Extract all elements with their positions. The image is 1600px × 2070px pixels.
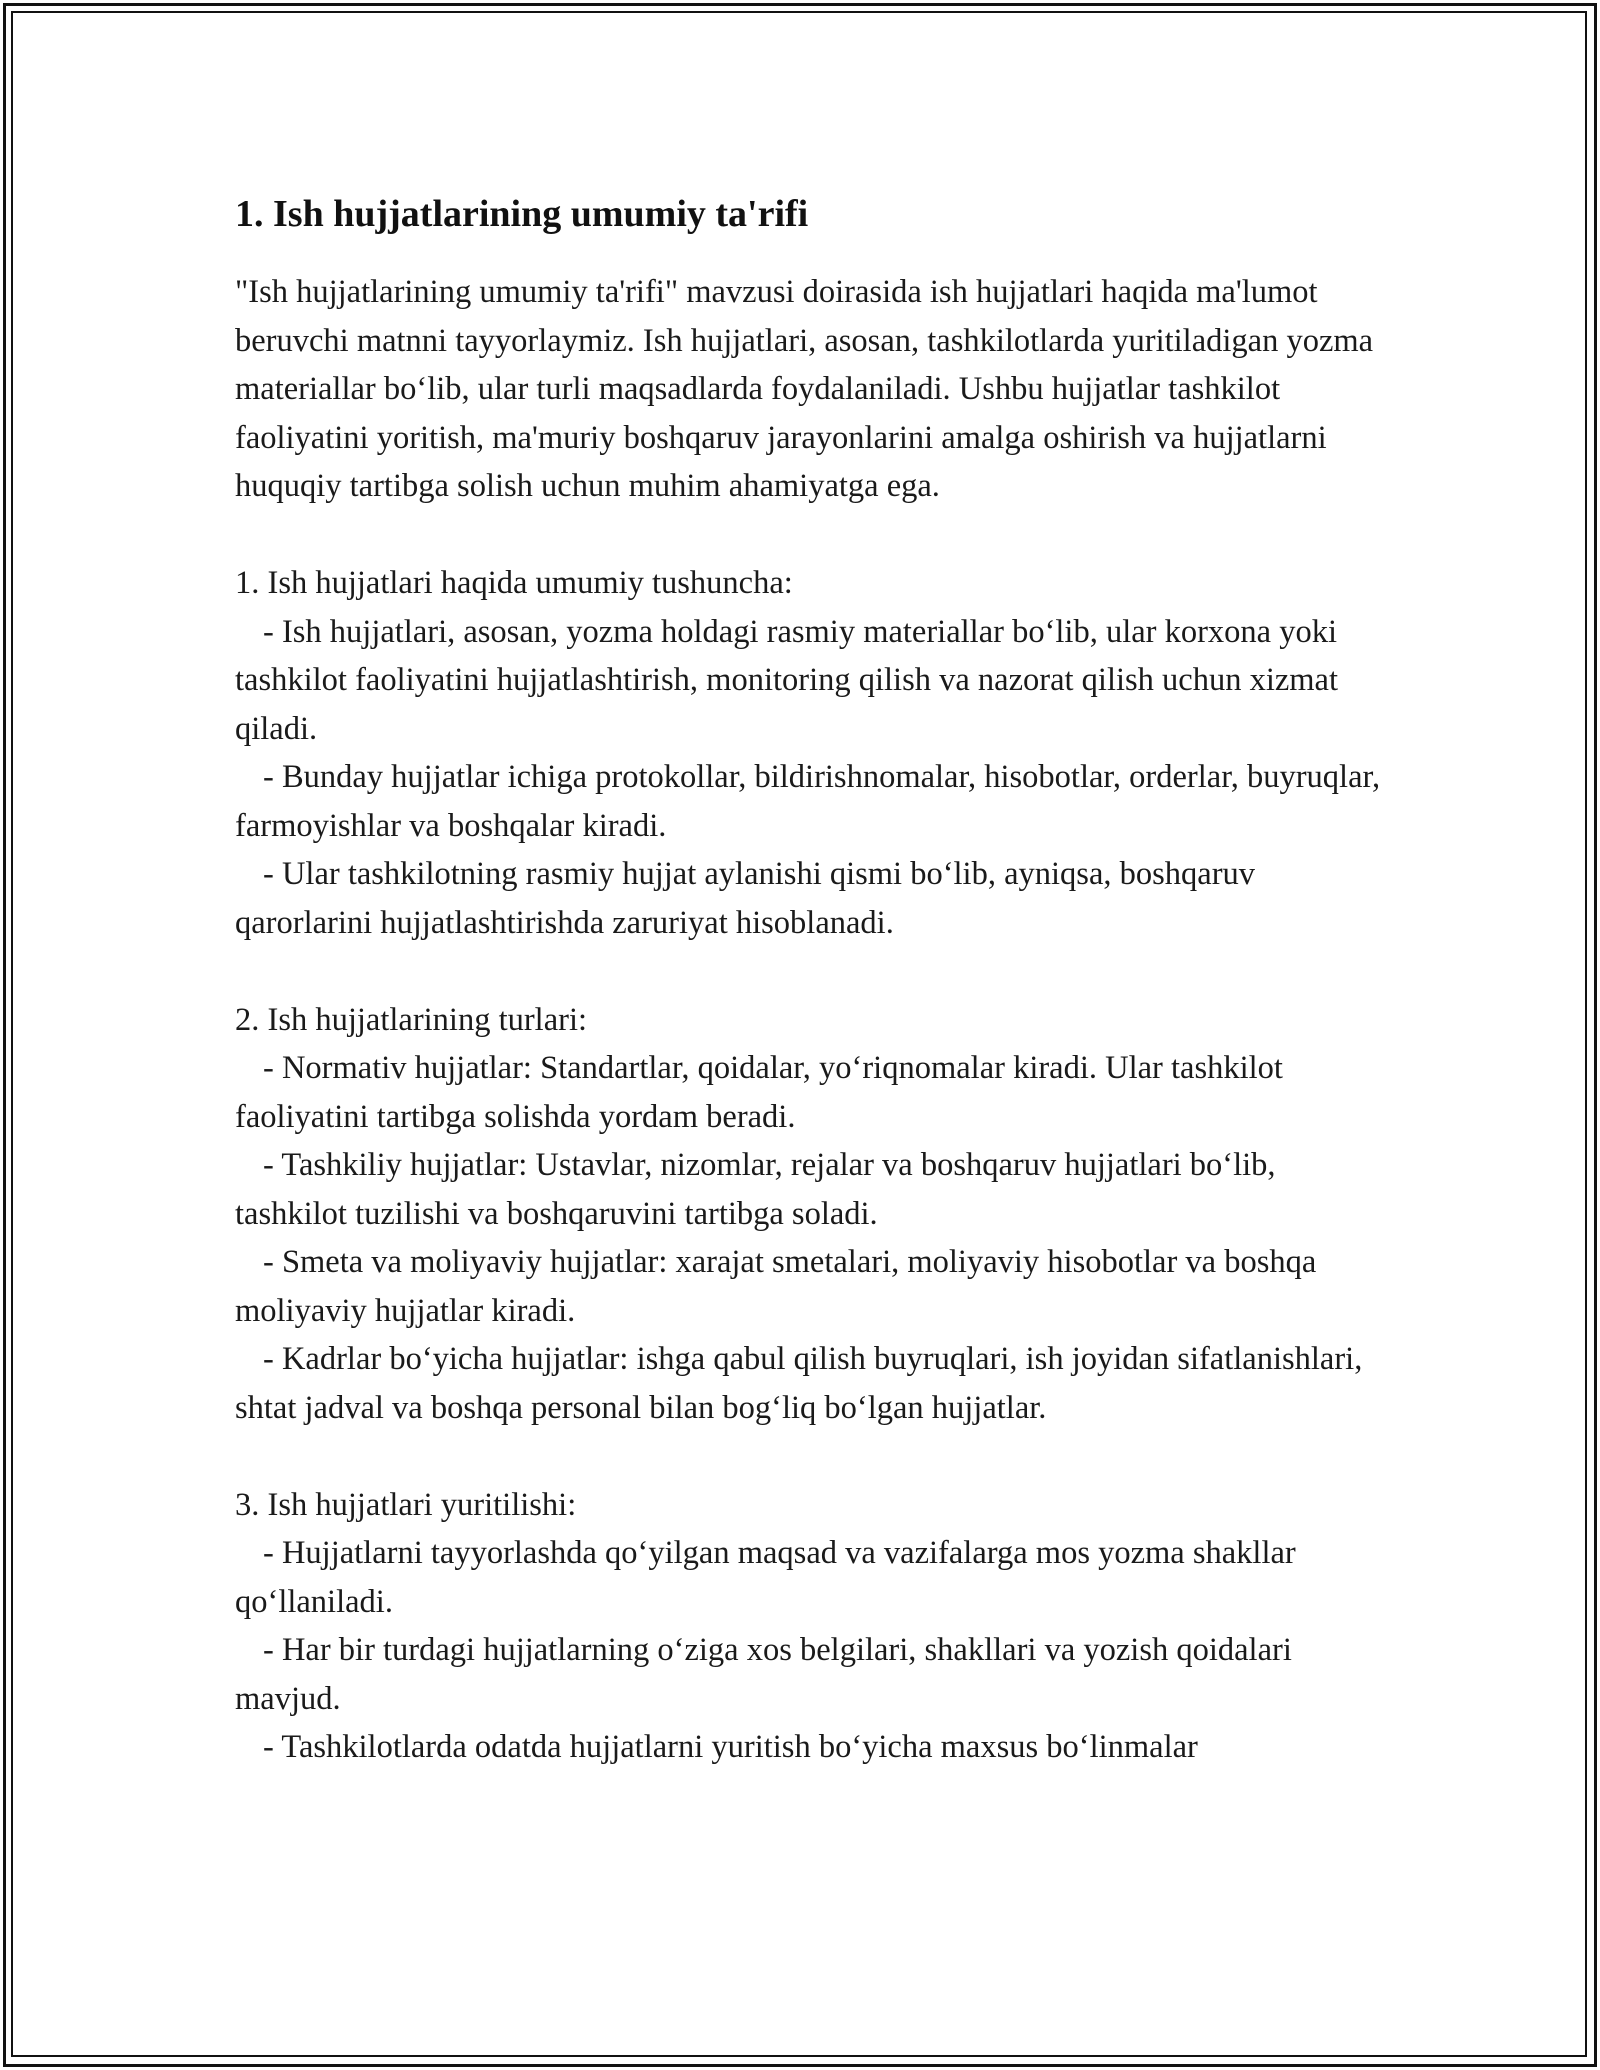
list-item [235, 1141, 1395, 1238]
section-heading: 1. Ish hujjatlari haqida umumiy tushuncha: [235, 565, 793, 601]
list-item-text: - Kadrlar bo‘yicha hujjatlar: ishga qabul qilish buyruqlari, ish joyidan sifatlanishlari, shtat jadval va boshqa personal bilan bog‘liq bo‘lgan hujjatlar. [235, 1341, 1371, 1426]
list-item [235, 850, 1395, 947]
list-item [235, 1238, 1395, 1335]
list-item [235, 608, 1395, 754]
list-item [235, 753, 1395, 850]
list-item-text: - Tashkiliy hujjatlar: Ustavlar, nizomlar, rejalar va boshqaruv hujjatlari bo‘lib, tashkilot tuzilishi va boshqaruvini tartibga soladi. [235, 1147, 1284, 1232]
list-item [235, 1335, 1395, 1432]
list-item-text: - Smeta va moliyaviy hujjatlar: xarajat smetalari, moliyaviy hisobotlar va boshqa moliyaviy hujjatlar kiradi. [235, 1244, 1325, 1329]
paragraph-gap [235, 1432, 1395, 1481]
list-item [235, 1529, 1395, 1626]
list-item-text: - Ular tashkilotning rasmiy hujjat aylanishi qismi bo‘lib, ayniqsa, boshqaruv qarorlarini hujjatlashtirishda zaruriyat hisoblanadi. [235, 856, 1264, 941]
list-item [235, 1044, 1395, 1141]
section-1 [235, 559, 1395, 947]
document-body [235, 186, 1395, 1772]
list-item-text: - Hujjatlarni tayyorlashda qo‘yilgan maqsad va vazifalarga mos yozma shakllar qo‘llaniladi. [235, 1535, 1304, 1620]
list-item-text: - Normativ hujjatlar: Standartlar, qoidalar, yo‘riqnomalar kiradi. Ular tashkilot faoliyatini tartibga solishda yordam beradi. [235, 1050, 1292, 1135]
section-3 [235, 1481, 1395, 1772]
document-title: 1. Ish hujjatlarining umumiy ta'rifi [235, 193, 809, 235]
list-item [235, 1723, 1395, 1772]
section-heading: 2. Ish hujjatlarining turlari: [235, 1001, 588, 1038]
paragraph-gap [235, 947, 1395, 996]
list-item-text: - Bunday hujjatlar ichiga protokollar, bildirishnomalar, hisobotlar, orderlar, buyruqlar, farmoyishlar va boshqalar kiradi. [235, 759, 1389, 844]
section-2 [235, 996, 1395, 1433]
list-item-text: - Har bir turdagi hujjatlarning o‘ziga xos belgilari, shakllari va yozish qoidalari mavjud. [235, 1632, 1300, 1717]
list-item-text: - Ish hujjatlari, asosan, yozma holdagi rasmiy materiallar bo‘lib, ular korxona yoki tashkilot faoliyatini hujjatlashtirish, monitoring qilish va nazorat qilish uchun xizmat qiladi. [235, 613, 1347, 747]
list-item [235, 1626, 1395, 1723]
intro-paragraph: "Ish hujjatlarining umumiy ta'rifi" mavzusi doirasida ish hujjatlari haqida ma'lumot beruvchi matnni tayyorlaymiz. Ish hujjatlari, asosan, tashkilotlarda yuritiladigan yozma materiallar bo‘lib, ular turli maqsadlarda foydalaniladi. Ushbu hujjatlar tashkilot faoliyatini yoritish, ma'muriy boshqaruv jarayonlarini amalga oshirish va hujjatlarni huquqiy tartibga solish uchun muhim ahamiyatga ega. [235, 274, 1382, 504]
section-heading: 3. Ish hujjatlari yuritilishi: [235, 1486, 577, 1523]
paragraph-gap [235, 511, 1395, 560]
list-item-text: - Tashkilotlarda odatda hujjatlarni yuritish bo‘yicha maxsus bo‘linmalar [263, 1729, 1198, 1765]
